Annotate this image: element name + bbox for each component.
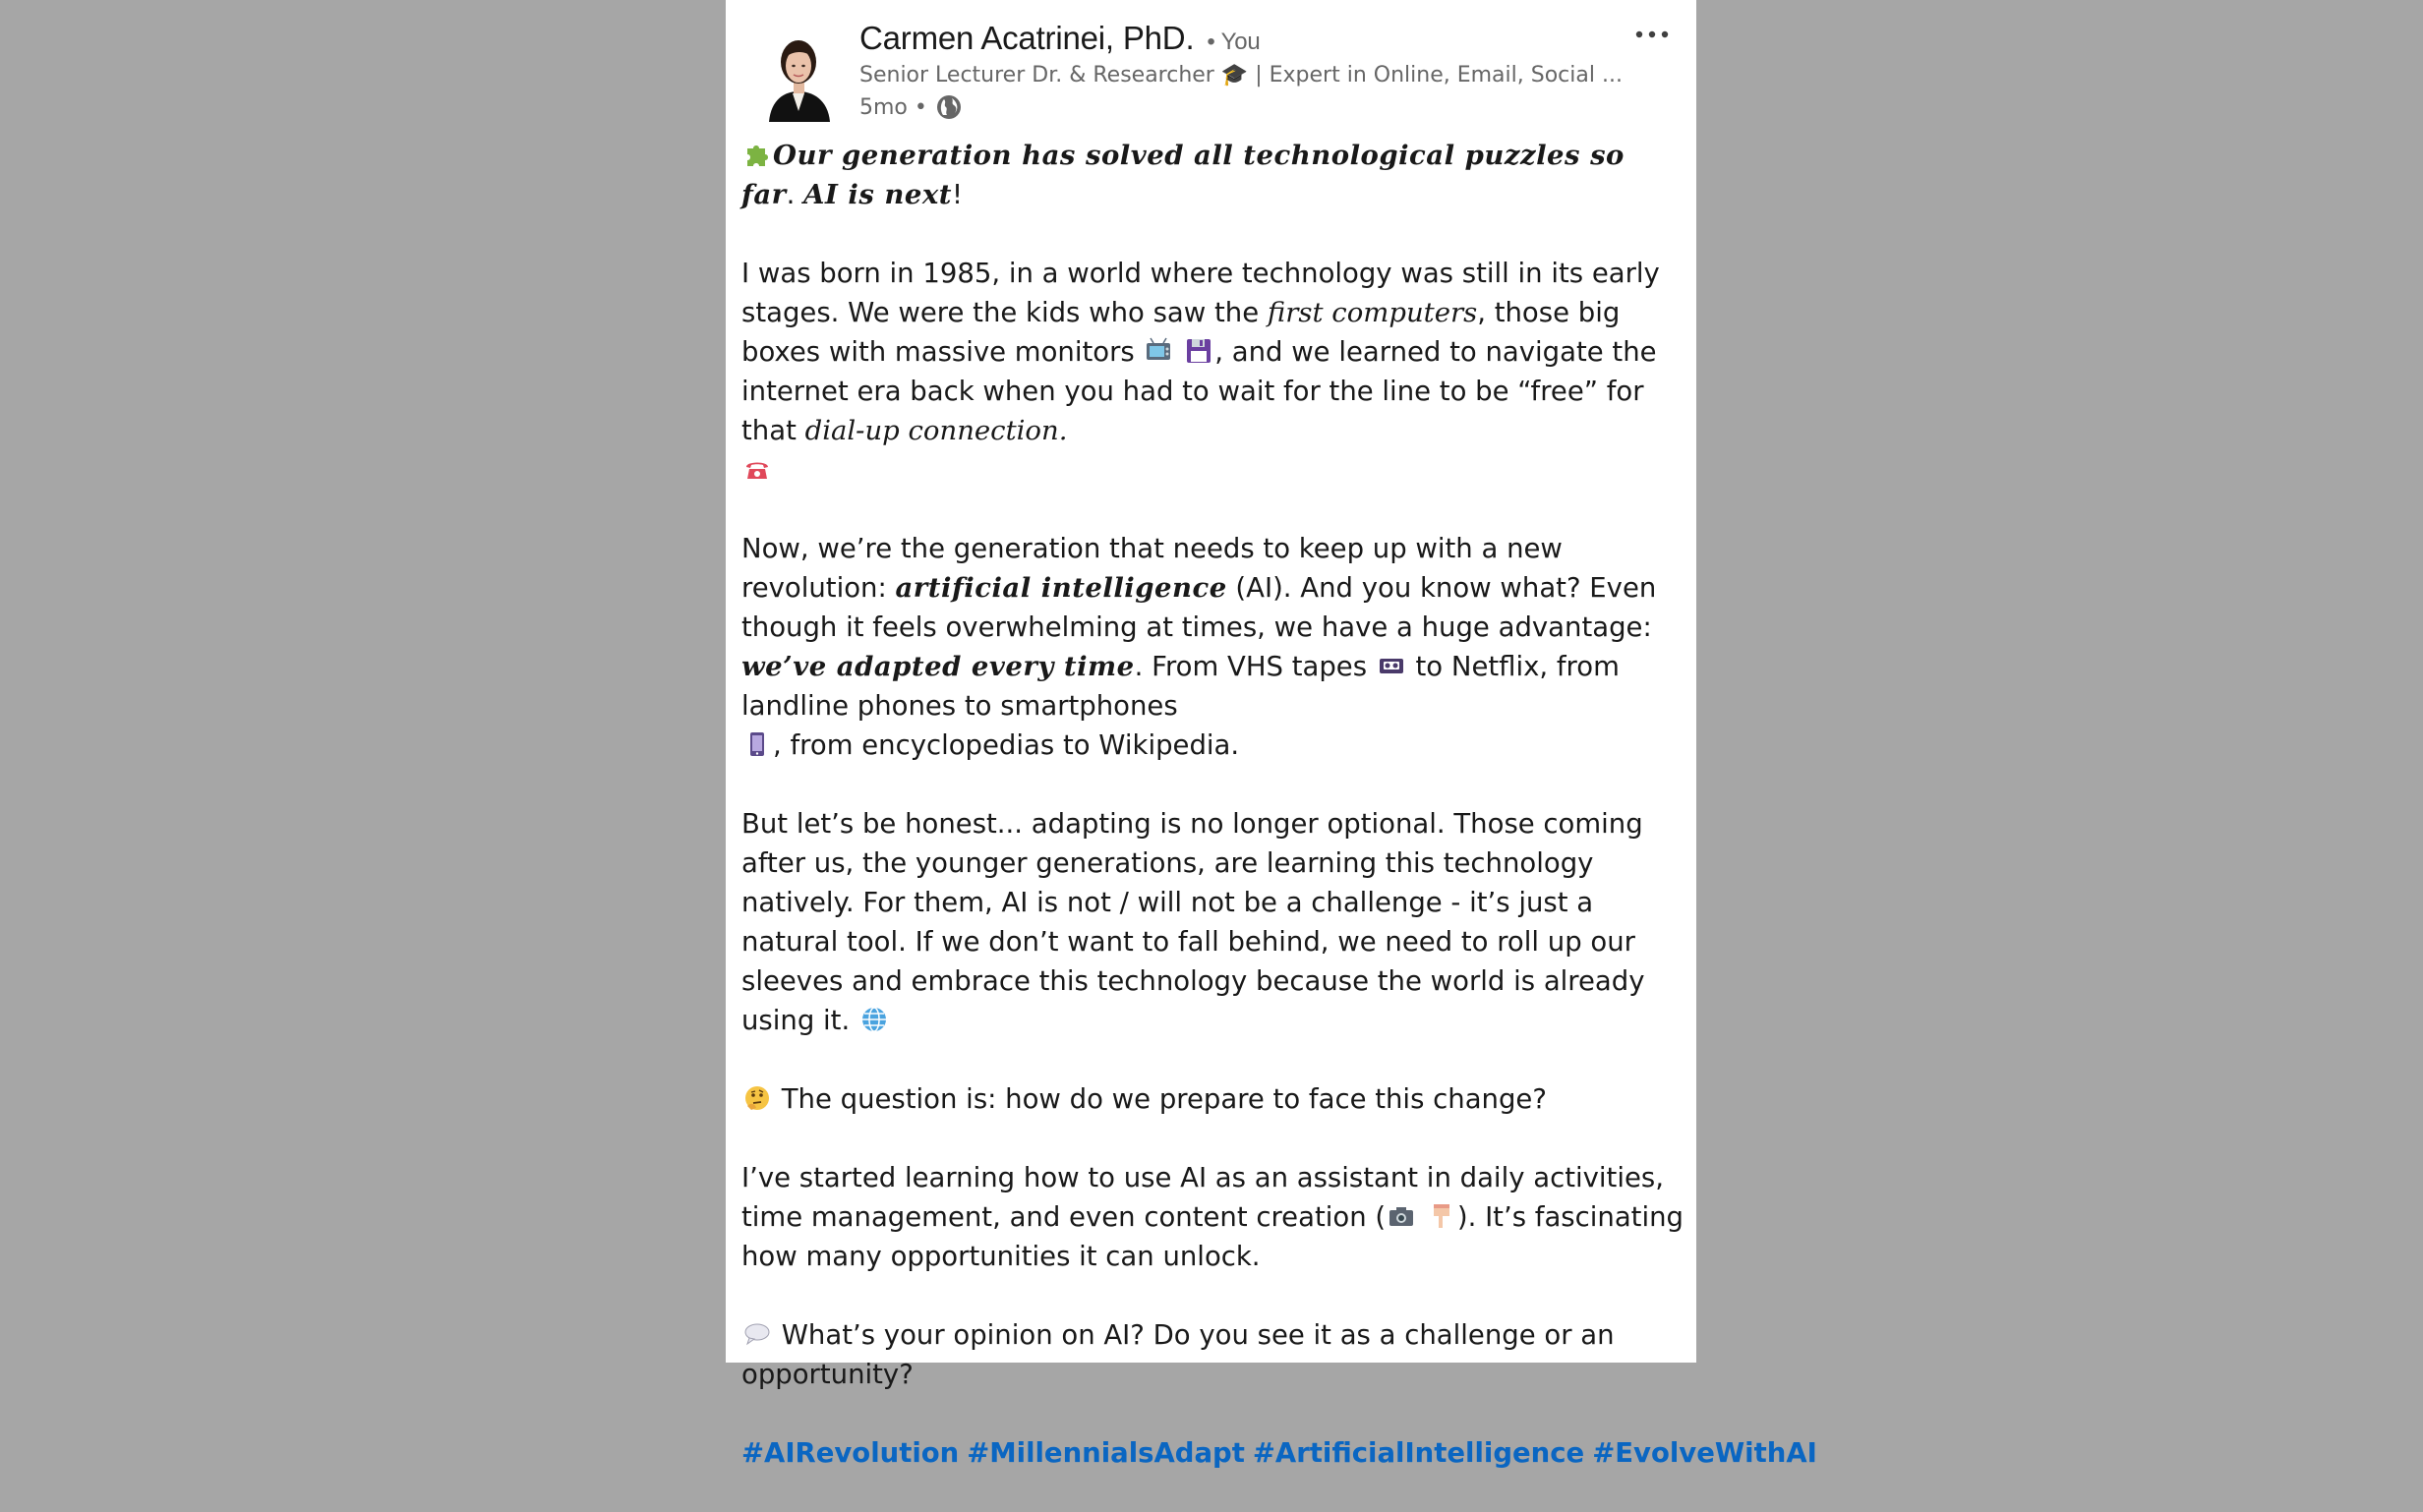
more-icon — [1634, 30, 1670, 38]
post-paragraph-7 — [741, 1315, 1685, 1394]
p3-text-4: to Netflix, from landline phones to smartphones — [741, 651, 1620, 722]
p2-text-2: , those big boxes with massive monitors — [741, 297, 1621, 368]
thinking-face-icon — [743, 1083, 771, 1111]
p2-text-3: , and we learned to navigate the internet era back when you had to wait for the line to be “free” for that — [741, 336, 1657, 446]
tv-icon — [1145, 336, 1172, 364]
post-card — [726, 0, 1817, 1469]
more-options-button[interactable] — [1630, 20, 1674, 49]
p3-bold-adapted: we’ve adapted every time — [741, 651, 1135, 682]
p3-text-3: . From VHS tapes — [1134, 651, 1376, 682]
p2-italic-dial-up: dial-up connection. — [804, 415, 1068, 446]
camera-icon — [1388, 1201, 1415, 1229]
opening-statement: Our generation has solved all technological puzzles so far — [741, 140, 1625, 210]
post-paragraph-1 — [741, 136, 1685, 214]
p3-text-1: Now, we’re the generation that needs to keep up with a new revolution: — [741, 533, 1563, 604]
p6-text-1: I’ve started learning how to use AI as an assistant in daily activities, time management, and even content creation ( — [741, 1162, 1664, 1233]
puzzle-icon — [743, 140, 771, 167]
speech-balloon-icon — [743, 1319, 771, 1347]
avatar-photo — [749, 23, 849, 122]
telephone-icon — [743, 454, 771, 482]
post-paragraph-6 — [741, 1158, 1685, 1276]
author-name-text[interactable]: Carmen Acatrinei, PhD. — [859, 20, 1195, 56]
p3-bold-ai: artificial intelligence — [895, 572, 1227, 604]
globe-icon — [935, 93, 963, 121]
post-header — [726, 0, 1696, 130]
p5-question: The question is: how do we prepare to face this change? — [773, 1083, 1547, 1115]
hashtag-ai-revolution[interactable]: #AIRevolution — [741, 1437, 960, 1469]
videocassette-icon — [1378, 651, 1405, 678]
author-avatar[interactable] — [749, 23, 849, 122]
pointing-down-icon — [1428, 1201, 1455, 1229]
opening-ai-next: AI is next — [803, 179, 952, 210]
post-paragraph-3 — [741, 529, 1685, 765]
p3-text-2: (AI). And you know what? Even though it feels overwhelming at times, we have a huge advantage: — [741, 572, 1657, 643]
post-paragraph-5 — [741, 1079, 1685, 1119]
p6-text-2: ). It’s fascinating how many opportunities it can unlock. — [741, 1201, 1684, 1272]
hashtag-artificial-intelligence[interactable]: #ArtificialIntelligence — [1252, 1437, 1585, 1469]
p7-question: What’s your opinion on AI? Do you see it as a challenge or an opportunity? — [741, 1319, 1615, 1390]
post-meta — [859, 93, 963, 121]
post-paragraph-2 — [741, 254, 1685, 490]
post-time: 5mo • — [859, 94, 927, 120]
author-headline: Senior Lecturer Dr. & Researcher 🎓 | Expert in Online, Email, Social ... — [859, 63, 1623, 87]
opening-exclamation: ! — [952, 179, 964, 210]
you-badge: • You — [1207, 29, 1261, 55]
opening-period: . — [786, 179, 804, 210]
p4-text: But let’s be honest... adapting is no longer optional. Those coming after us, the younger generations, are learning this technology natively. For them, AI is not / will not be a challenge - it’s just a natural tool. If we don’t want to fall behind, we need to roll up our sleeves and embrace this technology because the world is already using it. — [741, 808, 1645, 1036]
p2-italic-first-computers: first computers — [1267, 297, 1478, 328]
author-name[interactable] — [859, 20, 1261, 57]
hashtag-evolve-with-ai[interactable]: #EvolveWithAI — [1592, 1437, 1817, 1469]
p3-text-5: , from encyclopedias to Wikipedia. — [773, 729, 1240, 761]
globe-with-meridians-icon — [860, 1005, 888, 1032]
hashtags — [741, 1433, 1817, 1473]
post-paragraph-4 — [741, 804, 1685, 1040]
hashtag-millennials-adapt[interactable]: #MillennialsAdapt — [967, 1437, 1245, 1469]
p2-text-1: I was born in 1985, in a world where technology was still in its early stages. We were the kids who saw the — [741, 258, 1660, 328]
post-body — [741, 136, 1817, 1512]
floppy-disk-icon — [1185, 336, 1212, 364]
mobile-phone-icon — [743, 729, 771, 757]
